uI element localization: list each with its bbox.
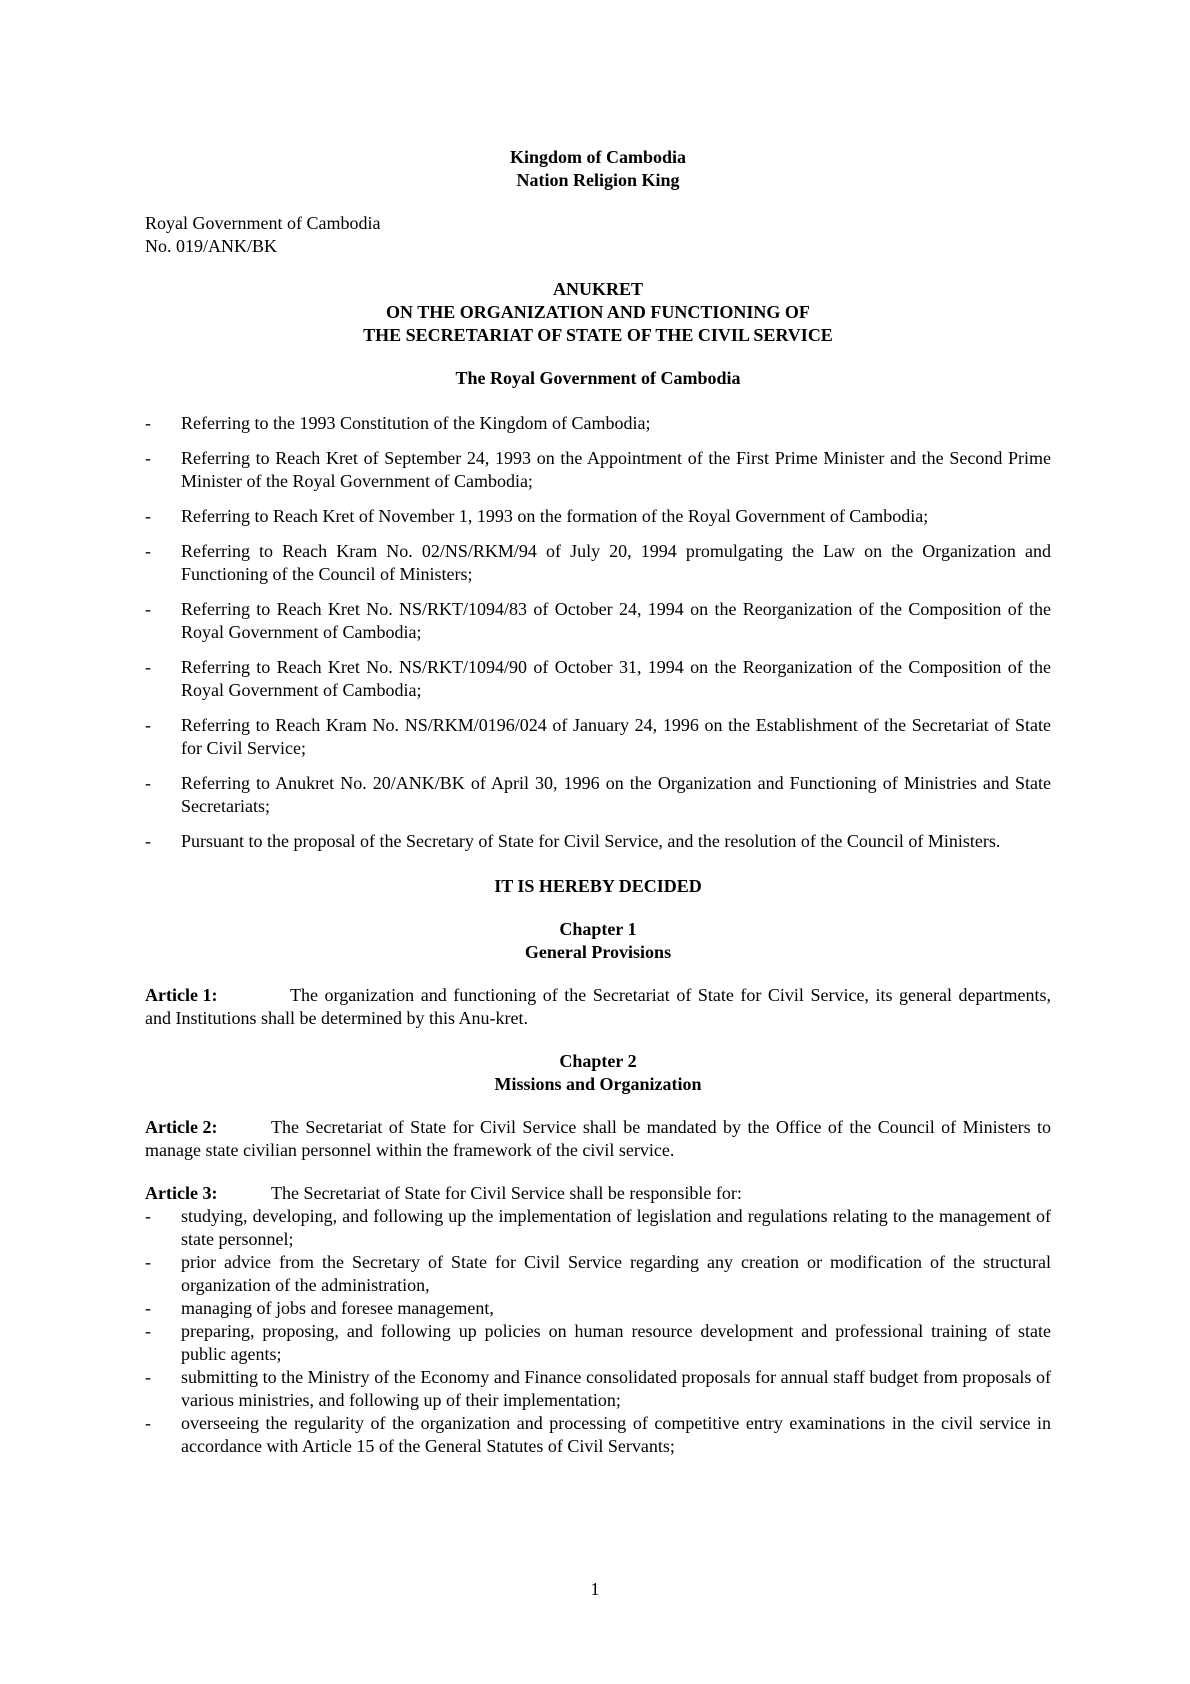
article-1	[145, 984, 1051, 1030]
document-header	[145, 146, 1051, 192]
reference-item	[145, 772, 1051, 818]
responsibility-item	[145, 1205, 1051, 1251]
bullet-dash: -	[145, 506, 151, 526]
responsibility-text: prior advice from the Secretary of State for Civil Service regarding any creation or modification of the structural organization of the administration,	[181, 1252, 1051, 1295]
bullet-dash: -	[145, 1252, 151, 1272]
reference-text: Referring to Reach Kram No. 02/NS/RKM/94 of July 20, 1994 promulgating the Law on the Organization and Functioning of the Council of Ministers;	[181, 541, 1051, 584]
issuer-block	[145, 212, 1051, 258]
title-line-3: THE SECRETARIAT OF STATE OF THE CIVIL SERVICE	[363, 325, 833, 345]
header-kingdom: Kingdom of Cambodia	[509, 147, 687, 167]
header-motto: Nation Religion King	[516, 170, 680, 190]
chapter-1-title: General Provisions	[524, 942, 672, 962]
bullet-dash: -	[145, 773, 151, 793]
reference-item	[145, 412, 1051, 435]
title-line-2: ON THE ORGANIZATION AND FUNCTIONING OF	[386, 302, 810, 322]
chapter-2-heading	[145, 1050, 1051, 1096]
issuer-name: Royal Government of Cambodia	[145, 213, 381, 233]
chapter-1-number: Chapter 1	[559, 919, 637, 939]
bullet-dash: -	[145, 413, 151, 433]
reference-item	[145, 540, 1051, 586]
article-2-label: Article 2:	[145, 1117, 218, 1137]
responsibility-item	[145, 1297, 1051, 1320]
reference-item	[145, 447, 1051, 493]
reference-text: Referring to the 1993 Constitution of the Kingdom of Cambodia;	[181, 413, 651, 433]
title-line-1: ANUKRET	[552, 279, 643, 299]
reference-text: Referring to Reach Kret No. NS/RKT/1094/83 of October 24, 1994 on the Reorganization of the Composition of the Royal Government of Cambodia;	[181, 599, 1051, 642]
article-1-label: Article 1:	[145, 985, 218, 1005]
responsibility-text: overseeing the regularity of the organization and processing of competitive entry examinations in the civil service in accordance with Article 15 of the General Statutes of Civil Servants;	[181, 1413, 1051, 1456]
article-2	[145, 1116, 1051, 1162]
bullet-dash: -	[145, 1298, 151, 1318]
reference-text: Referring to Anukret No. 20/ANK/BK of April 30, 1996 on the Organization and Functioning of Ministries and State Secretariats;	[181, 773, 1051, 816]
reference-item	[145, 714, 1051, 760]
reference-text: Pursuant to the proposal of the Secretary of State for Civil Service, and the resolution of the Council of Ministers.	[181, 831, 1001, 851]
bullet-dash: -	[145, 448, 151, 468]
reference-item	[145, 830, 1051, 853]
issuer-number: No. 019/ANK/BK	[145, 236, 278, 256]
responsibility-item	[145, 1251, 1051, 1297]
responsibility-text: studying, developing, and following up the implementation of legislation and regulations relating to the management of state personnel;	[181, 1206, 1051, 1249]
responsibility-item	[145, 1366, 1051, 1412]
bullet-dash: -	[145, 1206, 151, 1226]
article-3	[145, 1182, 1051, 1205]
reference-item	[145, 598, 1051, 644]
bullet-dash: -	[145, 599, 151, 619]
bullet-dash: -	[145, 657, 151, 677]
article-3-label: Article 3:	[145, 1183, 218, 1203]
reference-text: Referring to Reach Kret of September 24, 1993 on the Appointment of the First Prime Minister and the Second Prime Minister of the Royal Government of Cambodia;	[181, 448, 1051, 491]
reference-list	[145, 412, 1051, 853]
chapter-2-title: Missions and Organization	[494, 1074, 702, 1094]
document-subtitle: The Royal Government of Cambodia	[455, 368, 741, 388]
reference-item	[145, 505, 1051, 528]
responsibility-text: managing of jobs and foresee management,	[181, 1298, 494, 1318]
responsibility-item	[145, 1412, 1051, 1458]
bullet-dash: -	[145, 715, 151, 735]
responsibility-text: submitting to the Ministry of the Economy and Finance consolidated proposals for annual staff budget from proposals of various ministries, and following up of their implementation;	[181, 1367, 1051, 1410]
chapter-2-number: Chapter 2	[559, 1051, 637, 1071]
responsibility-item	[145, 1320, 1051, 1366]
bullet-dash: -	[145, 541, 151, 561]
document-title	[145, 278, 1051, 347]
page-number: 1	[590, 1579, 600, 1599]
document-body	[145, 146, 1051, 1458]
responsibility-text: preparing, proposing, and following up policies on human resource development and professional training of state public agents;	[181, 1321, 1051, 1364]
article-3-text: The Secretariat of State for Civil Service shall be responsible for:	[271, 1183, 742, 1203]
bullet-dash: -	[145, 1413, 151, 1433]
bullet-dash: -	[145, 831, 151, 851]
reference-text: Referring to Reach Kret of November 1, 1993 on the formation of the Royal Government of Cambodia;	[181, 506, 929, 526]
responsibility-list	[145, 1205, 1051, 1458]
decision-heading: IT IS HEREBY DECIDED	[494, 876, 702, 896]
chapter-1-heading	[145, 918, 1051, 964]
reference-item	[145, 656, 1051, 702]
article-1-text: The organization and functioning of the Secretariat of State for Civil Service, its general departments, and Institutions shall be determined by this Anu-kret.	[145, 985, 1051, 1028]
bullet-dash: -	[145, 1321, 151, 1341]
reference-text: Referring to Reach Kram No. NS/RKM/0196/024 of January 24, 1996 on the Establishment of the Secretariat of State for Civil Service;	[181, 715, 1051, 758]
reference-text: Referring to Reach Kret No. NS/RKT/1094/90 of October 31, 1994 on the Reorganization of the Composition of the Royal Government of Cambodia;	[181, 657, 1051, 700]
article-2-text: The Secretariat of State for Civil Service shall be mandated by the Office of the Council of Ministers to manage state civilian personnel within the framework of the civil service.	[145, 1117, 1051, 1160]
bullet-dash: -	[145, 1367, 151, 1387]
